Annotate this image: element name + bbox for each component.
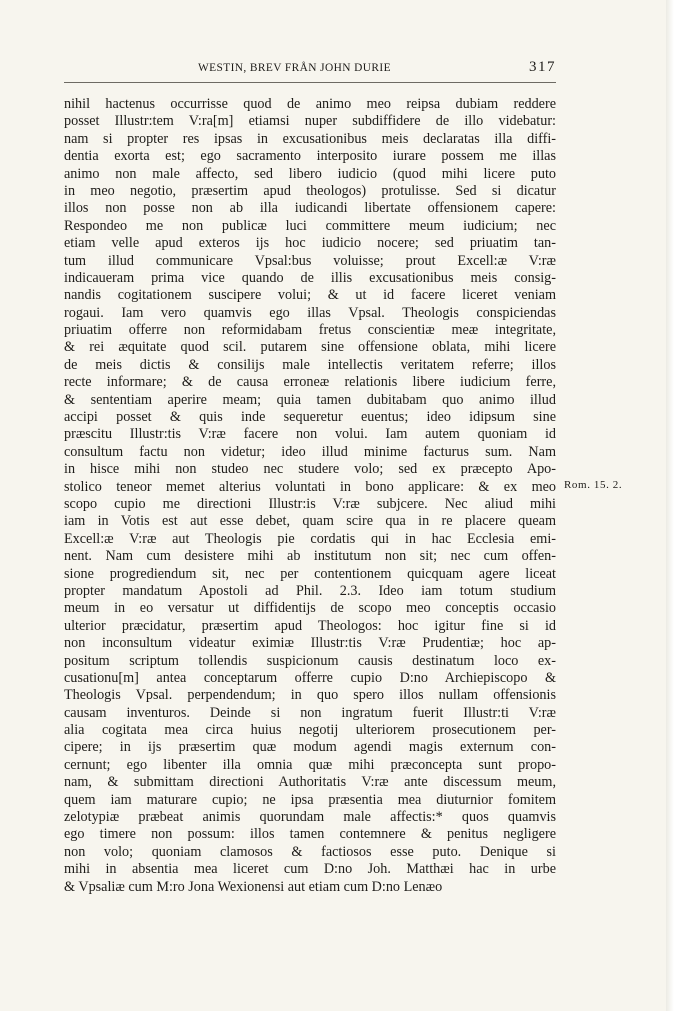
body-text: [64, 96, 556, 896]
text-line: rogaui. Iam vero quamvis ego illas Vpsal. Theologis conspiciendas: [64, 304, 556, 321]
text-line: animo non male affecto, sed libero iudicio (quod mihi licere puto: [64, 165, 556, 182]
text-line: nandis cogitationem suscipere volui; & ut id facere liceret veniam: [64, 287, 556, 304]
text-line: tum illud communicare Vpsal:bus voluisse; prout Excell:æ V:ræ: [64, 252, 556, 269]
text-line: & rei æquitate quod scil. putarem sine offensione oblata, mihi licere: [64, 339, 556, 356]
page-header: [64, 56, 556, 83]
text-line: etiam velle apud exteros ijs hoc iudicio nocere; sed priuatim tan-: [64, 235, 556, 252]
text-line: non volo; quoniam clamosos & factiosos esse puto. Denique si: [64, 843, 556, 860]
text-line: Respondeo me non publicæ luci committere meum iudicium; nec: [64, 217, 556, 234]
text-line: de meis dictis & consilijs male intellectis veritatem referre; illos: [64, 356, 556, 373]
text-line: cipere; in ijs præsertim quæ modum agendi magis externum con-: [64, 739, 556, 756]
text-line: sione progrediendum sit, nec per contentionem quicquam agere liceat: [64, 565, 556, 582]
text-line: & Vpsaliæ cum M:ro Jona Wexionensi aut etiam cum D:no Lenæo: [64, 878, 443, 895]
text-line: cernunt; ego libenter illa omnia quæ mihi præconcepta sunt propo-: [64, 756, 556, 773]
text-line: illos non posse non ab illa iudicandi libertate offensionem capere:: [64, 200, 556, 217]
text-line: præscitu Illustr:tis V:ræ facere non volui. Iam autem quoniam id: [64, 426, 556, 443]
page-edge: [666, 0, 674, 1011]
text-line: nihil hactenus occurrisse quod de animo meo reipsa dubiam reddere: [64, 96, 556, 112]
text-line: stolico teneor memet alterius voluntati in bono applicare: & ex meo: [64, 478, 556, 495]
text-line: dentia exorta est; ego sacramento interposito iurare possem me illas: [64, 148, 556, 165]
text-line: nam, & submittam directioni Authoritatis V:ræ ante discessum meum,: [64, 774, 556, 791]
running-head: WESTIN, BREV FRÅN JOHN DURIE: [198, 62, 391, 74]
text-line: indicaueram prima vice quando de illis excusationibus meis consig-: [64, 269, 556, 286]
text-line: quem iam maturare cupio; ne ipsa præsentia mea diuturnior fomitem: [64, 791, 556, 808]
text-line: meum in eo versatur ut diffidentijs de scopo meo conceptis occasio: [64, 600, 556, 617]
text-line: mihi in absentia mea liceret cum D:no Joh. Matthæi hac in urbe: [64, 861, 556, 878]
text-line: causam inventuros. Deinde si non ingratum fuerit Illustr:ti V:ræ: [64, 704, 556, 721]
text-line: ulterior præcidatur, præsertim apud Theologos: hoc igitur fine si id: [64, 617, 556, 634]
text-line: Theologis Vpsal. perpendendum; in quo spero illos nullam offensionis: [64, 687, 556, 704]
text-line: posset Illustr:tem V:ra[m] etiamsi nuper subdiffidere de illo videbatur:: [64, 113, 556, 130]
text-line: & sententiam aperire meam; quia tamen dubitabam quo animo illud: [64, 391, 556, 408]
text-line: positum scriptum tollendis suspicionum causis destinatum loco ex-: [64, 652, 556, 669]
text-line: scopo cupio me directioni Illustr:is V:ræ subjcere. Nec aliud mihi: [64, 495, 556, 512]
text-line: cusationu[m] antea conceptarum offerre cupio D:no Archiepiscopo &: [64, 669, 556, 686]
text-line: consultum factu non videtur; ideo illud minime facturus sum. Nam: [64, 443, 556, 460]
text-line: recte informare; & de causa erroneæ relationis libere iudicium ferre,: [64, 374, 556, 391]
text-line: non inconsultum videatur eximiæ Illustr:tis V:ræ Prudentiæ; hoc ap-: [64, 635, 556, 652]
text-line: nent. Nam cum desistere mihi ab institutum non sit; nec cum offen-: [64, 548, 556, 565]
text-line: iam in Votis est aut esse debet, quam scire qua in re placere queam: [64, 513, 556, 530]
page-number: 317: [529, 59, 556, 75]
margin-note: Rom. 15. 2.: [564, 479, 623, 491]
text-line: in meo negotio, præsertim apud theologos) protulisse. Sed si dicatur: [64, 182, 556, 199]
text-line: ego timere non possum: illos tamen contemnere & penitus negligere: [64, 826, 556, 843]
text-line: accipi posset & quis inde sequeretur euentus; ideo idipsum sine: [64, 409, 556, 426]
text-line: Excell:æ V:ræ aut Theologis pie cordatis qui in hac Ecclesia emi-: [64, 530, 556, 547]
text-line: nam si propter res ipsas in excusationibus meis declaratas illa diffi-: [64, 130, 556, 147]
text-line: alia cogitata mea circa huius negotij ulteriorem prosecutionem per-: [64, 722, 556, 739]
text-line: propter mandatum Apostoli ad Phil. 2.3. Ideo iam totum studium: [64, 582, 556, 599]
text-line: in hisce mihi non studeo nec studere volo; sed ex præcepto Apo-: [64, 461, 556, 478]
text-line: zelotypiæ præbeat animis quorundam male affectis:* quos quamvis: [64, 809, 556, 826]
text-line: priuatim offerre non reformidabam fretus conscientiæ meæ integritate,: [64, 322, 556, 339]
